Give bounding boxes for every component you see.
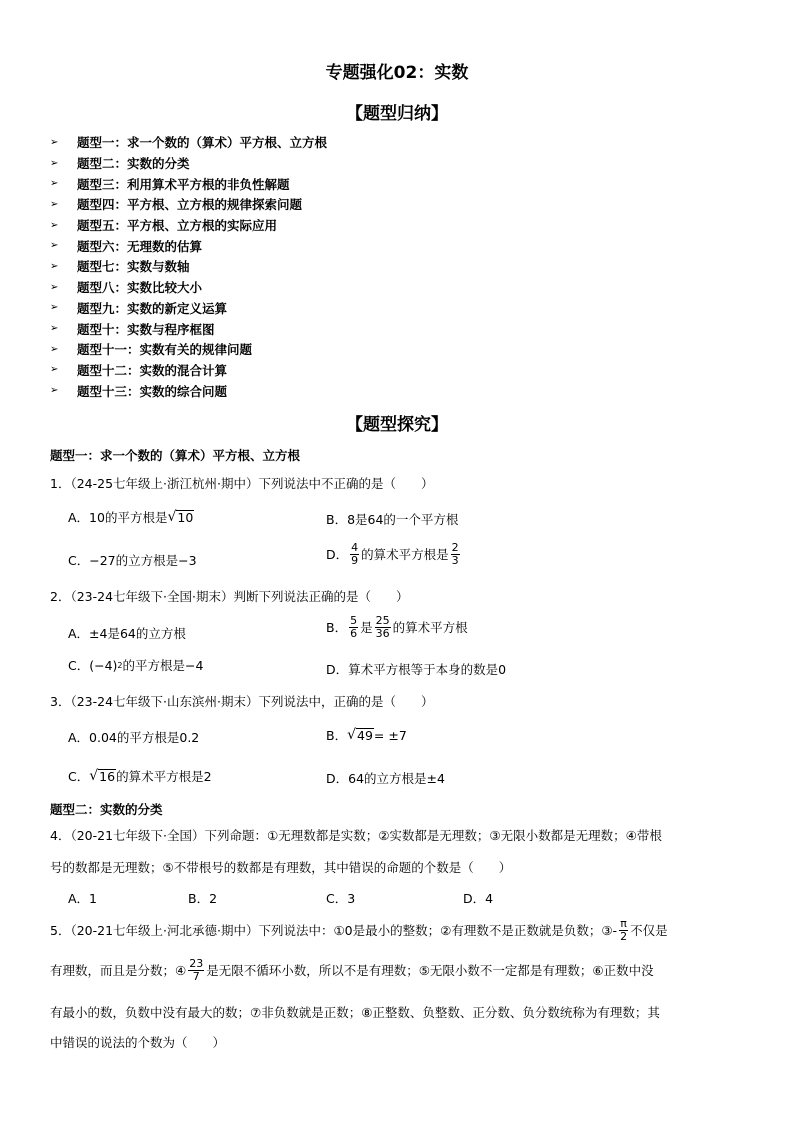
- list-item: ➢ 题型七：实数与数轴: [50, 259, 190, 275]
- arrow-bullet-icon: ➢: [50, 240, 59, 252]
- question-type-list: [50, 132, 750, 401]
- list-item: ➢ 题型二：实数的分类: [50, 156, 190, 172]
- question-4-option-d[interactable]: D．4: [463, 891, 494, 906]
- question-2-option-c[interactable]: C．(−4) 2 的平方根是−4: [68, 658, 204, 673]
- list-item: ➢ 题型四：平方根、立方根的规律探索问题: [50, 197, 303, 213]
- question-1-option-d[interactable]: D． $\frac{4}{9}$ 的算术平方根是 $\frac{2}{3}$: [326, 541, 459, 567]
- question-4-line: 4．（20-21七年级下·全国）下列命题：①无理数都是实数；②实数都是无理数；③无限小数都是无理数；④带根: [50, 828, 662, 843]
- question-5-line: 有理数，而且是分数；④ $\frac{23}{7}$ 是无限不循环小数，所以不是有理数；⑤无限小数不一定都是有理数；⑥正数中没: [50, 957, 654, 983]
- fraction: $\frac{23}{7}$: [189, 957, 204, 983]
- arrow-bullet-icon: ➢: [50, 385, 59, 397]
- fraction: $\frac{25}{36}$: [375, 614, 390, 640]
- question-1-stem: 1．（24-25七年级上·浙江杭州·期中）下列说法中不正确的是（ ）: [50, 476, 434, 491]
- arrow-bullet-icon: ➢: [50, 343, 59, 355]
- sqrt-symbol: √ 16: [89, 768, 116, 785]
- question-5-line: 有最小的数，负数中没有最大的数；⑦非负数就是正数；⑧正整数、负整数、正分数、负分数统称为有理数；其: [50, 1005, 660, 1020]
- arrow-bullet-icon: ➢: [50, 198, 59, 210]
- section-heading-summary: 【题型归纳】: [346, 104, 448, 124]
- list-item: ➢ 题型十三：实数的综合问题: [50, 383, 228, 399]
- question-2-option-a[interactable]: A．±4是64的立方根: [68, 626, 186, 641]
- arrow-bullet-icon: ➢: [50, 136, 59, 148]
- section-heading-explore: 【题型探究】: [346, 415, 448, 435]
- question-type-heading: 题型二：实数的分类: [50, 802, 163, 817]
- question-1-option-a[interactable]: A．10的平方根是 √ 10: [68, 509, 194, 526]
- list-item: ➢ 题型一：求一个数的（算术）平方根、立方根: [50, 135, 328, 151]
- arrow-bullet-icon: ➢: [50, 219, 59, 231]
- question-4-option-b[interactable]: B．2: [188, 891, 218, 906]
- question-2-option-b[interactable]: B． $\frac{5}{6}$ 是 $\frac{25}{36}$ 的算术平方根: [326, 614, 468, 640]
- list-item: ➢ 题型九：实数的新定义运算: [50, 300, 228, 316]
- list-item: ➢ 题型十：实数与程序框图: [50, 321, 215, 337]
- arrow-bullet-icon: ➢: [50, 281, 59, 293]
- list-item: ➢ 题型十二：实数的混合计算: [50, 362, 228, 378]
- question-5-line: 中错误的说法的个数为（ ）: [50, 1035, 226, 1050]
- question-5-line: 5．（20-21七年级上·河北承德·期中）下列说法中：①0是最小的整数；②有理数不是正数就是负数；③- $\frac{\pi}{2}$ 不仅是: [50, 917, 668, 943]
- list-item: ➢ 题型三：利用算术平方根的非负性解题: [50, 176, 290, 192]
- fraction: $\frac{5}{6}$: [350, 614, 358, 640]
- question-4-option-c[interactable]: C．3: [326, 891, 356, 906]
- sqrt-symbol: √ 10: [167, 509, 194, 526]
- question-3-option-c[interactable]: C． √ 16 的算术平方根是2: [68, 768, 212, 785]
- fraction: $\frac{4}{9}$: [351, 541, 359, 567]
- arrow-bullet-icon: ➢: [50, 178, 59, 190]
- list-item: ➢ 题型八：实数比较大小: [50, 280, 203, 296]
- arrow-bullet-icon: ➢: [50, 157, 59, 169]
- list-item: ➢ 题型六：无理数的估算: [50, 238, 203, 254]
- question-2-option-d[interactable]: D．算术平方根等于本身的数是0: [326, 662, 507, 677]
- fraction: $\frac{2}{3}$: [451, 541, 459, 567]
- question-1-option-b[interactable]: B．8是64的一个平方根: [326, 512, 459, 527]
- question-3-option-a[interactable]: A．0.04的平方根是0.2: [68, 730, 200, 745]
- page-title: 专题强化02：实数: [325, 63, 469, 83]
- fraction: $\frac{\pi}{2}$: [620, 917, 628, 943]
- question-2-stem: 2．（23-24七年级下·全国·期末）判断下列说法正确的是（ ）: [50, 589, 409, 604]
- sqrt-symbol: √ 49: [347, 727, 373, 744]
- list-item: ➢ 题型五：平方根、立方根的实际应用: [50, 218, 278, 234]
- question-3-stem: 3．（23-24七年级下·山东滨州·期末）下列说法中，正确的是（ ）: [50, 694, 434, 709]
- arrow-bullet-icon: ➢: [50, 302, 59, 314]
- list-item: ➢ 题型十一：实数有关的规律问题: [50, 342, 253, 358]
- question-1-option-c[interactable]: C．−27的立方根是−3: [68, 553, 197, 568]
- arrow-bullet-icon: ➢: [50, 364, 59, 376]
- question-type-heading: 题型一：求一个数的（算术）平方根、立方根: [50, 448, 301, 463]
- arrow-bullet-icon: ➢: [50, 323, 59, 335]
- question-3-option-d[interactable]: D．64的立方根是±4: [326, 771, 445, 786]
- arrow-bullet-icon: ➢: [50, 260, 59, 272]
- question-4-option-a[interactable]: A．1: [68, 891, 98, 906]
- question-3-option-b[interactable]: B． √ 49 = ±7: [326, 727, 407, 744]
- question-4-line: 号的数都是无理数；⑤不带根号的数都是有理数，其中错误的命题的个数是（ ）: [50, 860, 512, 875]
